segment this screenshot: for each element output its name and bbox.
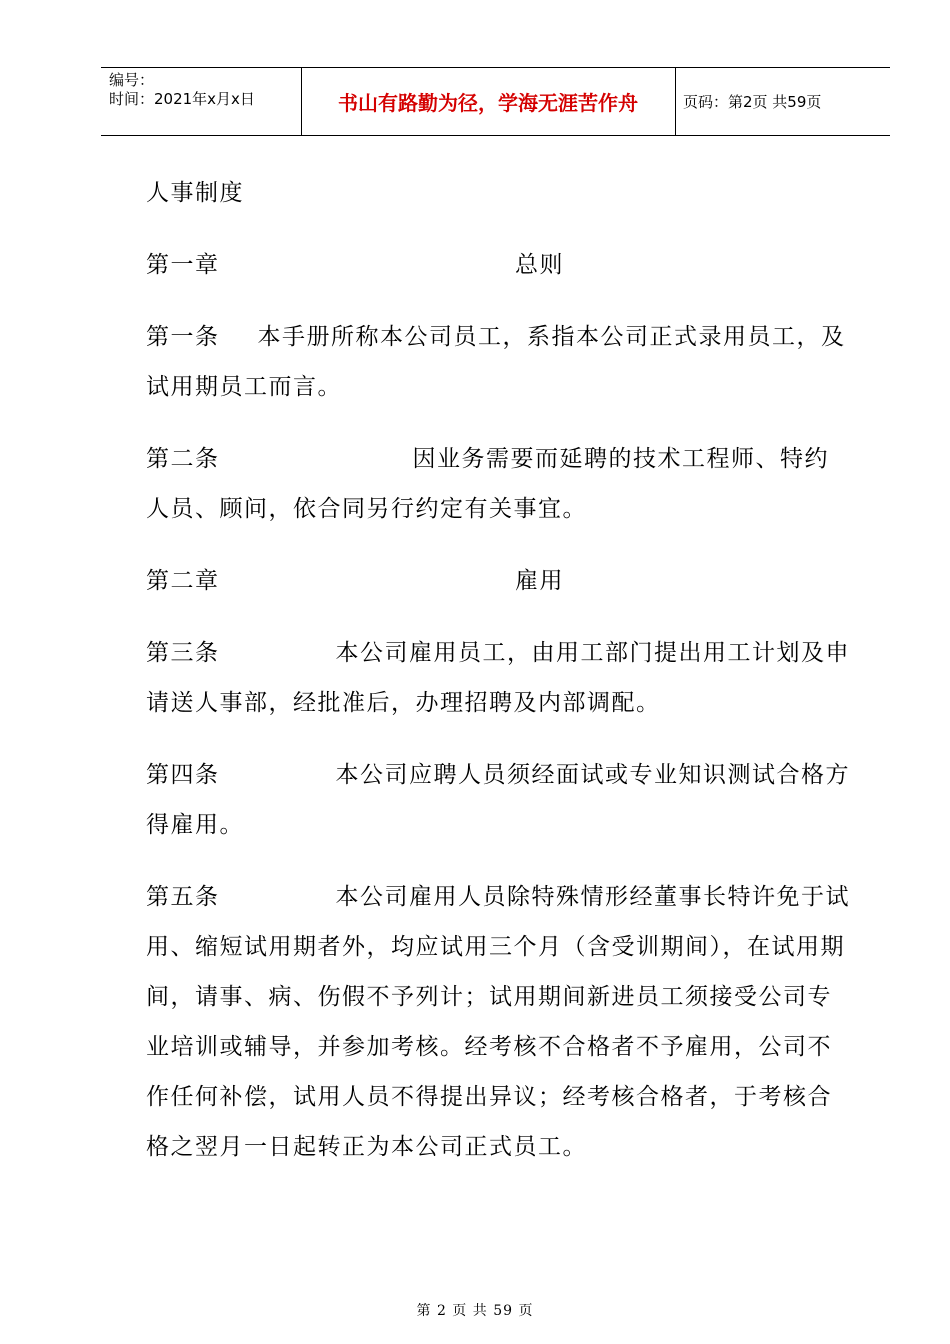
document-title: 人事制度 <box>146 180 244 206</box>
article-text: 本公司雇用员工，由用工部门提出用工计划及申请送人事部，经批准后，办理招聘及内部调配。 <box>146 640 850 716</box>
article-label: 第五条 <box>146 884 220 910</box>
header-page-info: 页码：第2页 共59页 <box>683 93 822 111</box>
article-label: 第三条 <box>146 640 220 666</box>
serial-label: 编号： <box>109 71 155 89</box>
article-label: 第一条 <box>146 324 220 350</box>
article-text: 本公司雇用人员除特殊情形经董事长特许免于试用、缩短试用期者外，均应试用三个月（含受训期间），在试用期间，请事、病、伤假不予列计；试用期间新进员工须接受公司专业培训或辅导，并参加考核。经考核不合格者不予雇用，公司不作任何补偿，试用人员不得提出异议；经考核合格者，于考核合格之翌月一日起转正为本公司正式员工。 <box>146 884 850 1160</box>
header-meta <box>109 71 255 109</box>
article-text: 本手册所称本公司员工，系指本公司正式录用员工，及试用期员工而言。 <box>146 324 846 400</box>
chapter-name: 总则 <box>515 252 564 278</box>
chapter-heading <box>146 556 851 606</box>
article-text: 因业务需要而延聘的技术工程师、特约人员、顾问，依合同另行约定有关事宜。 <box>146 446 829 522</box>
article-label: 第四条 <box>146 762 220 788</box>
article-paragraph <box>146 628 851 728</box>
page-footer: 第 2 页 共 59 页 <box>416 1303 534 1319</box>
article-paragraph <box>146 434 851 534</box>
chapter-heading <box>146 240 851 290</box>
chapter-name: 雇用 <box>515 568 564 594</box>
article-paragraph <box>146 312 851 412</box>
chapter-label: 第一章 <box>146 252 220 278</box>
article-text: 本公司应聘人员须经面试或专业知识测试合格方得雇用。 <box>146 762 850 838</box>
article-paragraph <box>146 750 851 850</box>
chapter-label: 第二章 <box>146 568 220 594</box>
date-label: 时间：2021年x月x日 <box>109 90 255 108</box>
article-paragraph <box>146 872 851 1172</box>
header-motto: 书山有路勤为径，学海无涯苦作舟 <box>338 91 638 115</box>
article-label: 第二条 <box>146 446 220 472</box>
document-body <box>146 168 851 1194</box>
header-divider <box>675 68 676 135</box>
page-header <box>101 67 890 136</box>
